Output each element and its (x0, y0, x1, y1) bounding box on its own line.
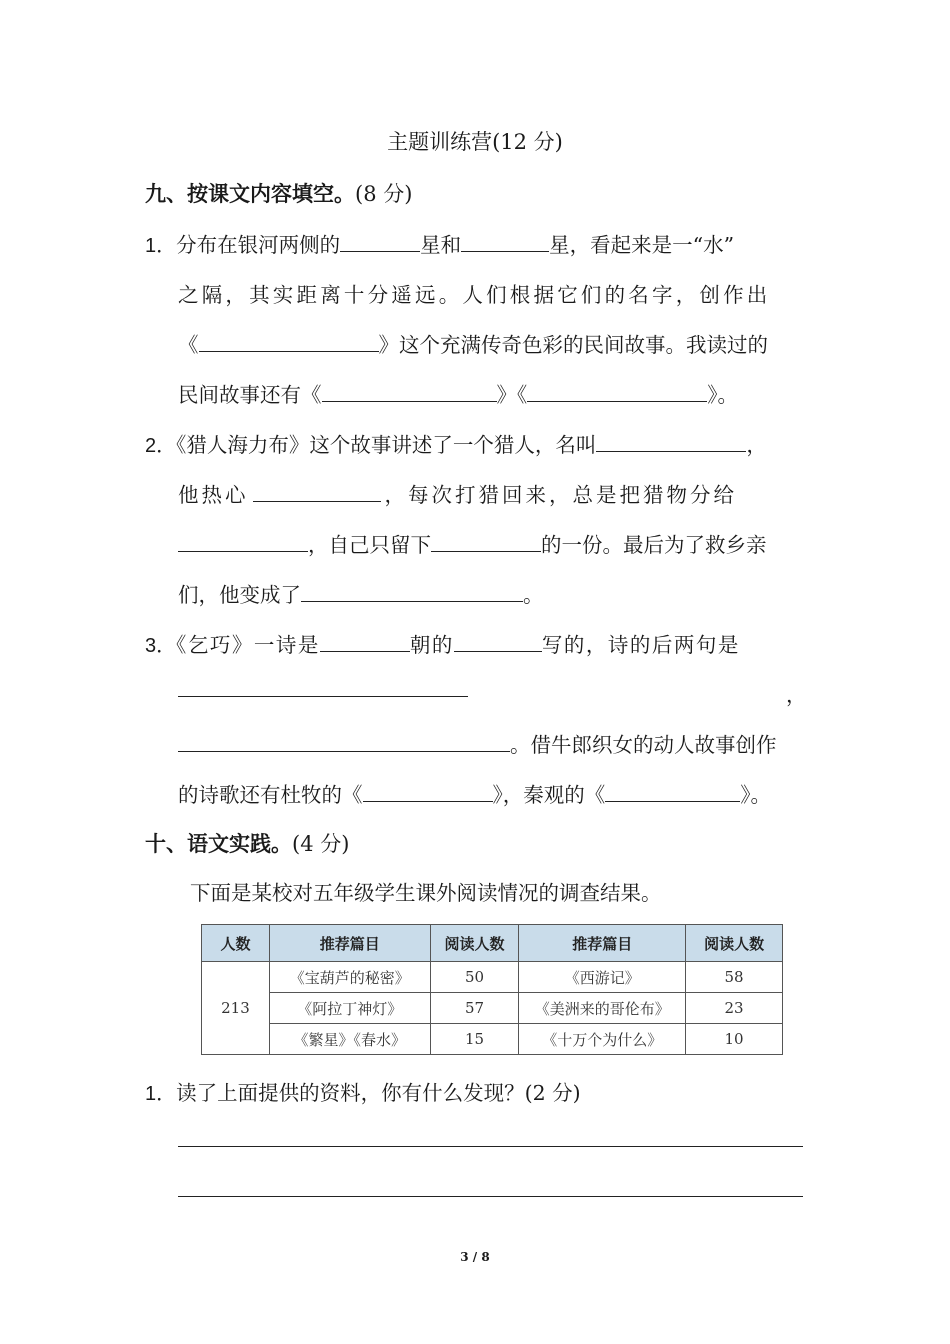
q10-1-points: (2 分) (524, 1081, 581, 1105)
q9-1-text: 星和 (420, 233, 462, 257)
q9-2-text: 的一份。最后为了救乡亲 (541, 533, 767, 557)
q9-2-text: ， (746, 433, 767, 457)
q9-2-text: ，每次打猎回来，总是把猎物分给 (384, 483, 737, 507)
blank-field[interactable] (605, 783, 740, 802)
blank-field[interactable] (322, 383, 497, 402)
q10-1-text: 读了上面提供的资料，你有什么发现？ (176, 1081, 525, 1105)
blank-field[interactable] (178, 533, 308, 552)
q9-3-text: 》，秦观的《 (492, 783, 606, 807)
q9-2-line-2 (178, 478, 737, 508)
q9-2-line-4 (178, 578, 544, 608)
blank-field[interactable] (199, 333, 379, 352)
table-cell: 《宝葫芦的秘密》 (269, 962, 430, 993)
q9-2-text: 《猎人海力布》这个故事讲述了一个猎人，名叫 (176, 433, 597, 457)
q9-2-text: ，自己只留下 (308, 533, 431, 557)
q10-1-line (145, 1076, 581, 1106)
q9-2-line-1 (145, 428, 767, 458)
q9-1-line-3 (178, 328, 768, 358)
table-row (202, 962, 783, 993)
column-header: 人数 (202, 925, 270, 962)
blank-field[interactable] (527, 383, 707, 402)
survey-intro: 下面是某校对五年级学生课外阅读情况的调查结果。 (190, 881, 662, 905)
q9-1-text: 《 (178, 333, 199, 357)
question-number: 1． (145, 235, 177, 257)
q9-1-text: 》这个充满传奇色彩的民间故事。我读过的 (378, 333, 768, 357)
q9-2-text: 。 (523, 583, 544, 607)
column-header: 阅读人数 (430, 925, 519, 962)
q9-2-text: 他热心 (178, 483, 249, 507)
q9-3-line-4 (178, 778, 771, 808)
q9-3-text: 》。 (740, 783, 771, 807)
q9-3-line-2-comma: ， (786, 683, 807, 707)
section-9-points: (8 分) (355, 182, 413, 206)
q9-1-text: 》《 (496, 383, 528, 407)
table-cell: 50 (430, 962, 519, 993)
page-title: 主题训练营(12 分) (387, 130, 563, 154)
blank-field[interactable] (596, 433, 746, 452)
section-10-heading (145, 828, 349, 858)
q9-3-line-1 (145, 628, 740, 658)
q9-3-text: 《乞巧》一诗是 (176, 633, 320, 657)
survey-table (201, 924, 783, 1055)
section-10-heading-text: 十、语文实践。 (145, 832, 292, 856)
table-row (202, 993, 783, 1024)
q9-3-text: 朝的 (409, 633, 454, 657)
table-cell: 《繁星》《春水》 (269, 1024, 430, 1055)
blank-field[interactable] (454, 633, 542, 652)
table-cell: 《西游记》 (519, 962, 686, 993)
table-header-row (202, 925, 783, 962)
question-number: 2． (145, 435, 177, 457)
column-header: 阅读人数 (686, 925, 783, 962)
section-9-heading-text: 九、按课文内容填空。 (145, 182, 355, 206)
column-header: 推荐篇目 (519, 925, 686, 962)
q9-3-text: 写的，诗的后两句是 (541, 633, 740, 657)
q9-1-text: 星，看起来是一“水” (549, 233, 735, 257)
answer-line[interactable] (178, 1178, 803, 1197)
q9-1-text: 分布在银河两侧的 (176, 233, 341, 257)
table-cell: 《美洲来的哥伦布》 (519, 993, 686, 1024)
question-number: 1． (145, 1083, 177, 1105)
blank-field[interactable] (340, 233, 420, 252)
table-cell: 15 (430, 1024, 519, 1055)
table-cell: 23 (686, 993, 783, 1024)
table-cell: 10 (686, 1024, 783, 1055)
q9-1-text: 》。 (707, 383, 738, 407)
blank-field[interactable] (253, 483, 381, 502)
blank-field[interactable] (301, 583, 523, 602)
table-cell: 《阿拉丁神灯》 (269, 993, 430, 1024)
page-number: 3 / 8 (460, 1250, 490, 1264)
q9-1-line-2: 之隔，其实距离十分遥远。人们根据它们的名字，创作出 (178, 283, 771, 307)
q9-1-line-4 (178, 378, 738, 408)
q9-3-line-3 (178, 728, 777, 758)
question-number: 3． (145, 635, 177, 657)
section-9-heading (145, 178, 412, 208)
blank-field[interactable] (178, 678, 468, 697)
q9-1-line-1 (145, 228, 734, 258)
table-row (202, 1024, 783, 1055)
blank-field[interactable] (431, 533, 541, 552)
blank-field[interactable] (461, 233, 549, 252)
total-count-cell: 213 (202, 962, 270, 1055)
q9-3-text: 。借牛郎织女的动人故事创作 (510, 733, 777, 757)
q9-3-text: 的诗歌还有杜牧的《 (178, 783, 363, 807)
answer-line[interactable] (178, 1128, 803, 1147)
table-cell: 《十万个为什么》 (519, 1024, 686, 1055)
table-cell: 58 (686, 962, 783, 993)
q9-2-line-3 (178, 528, 767, 558)
blank-field[interactable] (363, 783, 493, 802)
blank-field[interactable] (178, 733, 510, 752)
q9-2-text: 们，他变成了 (178, 583, 301, 607)
section-10-points: (4 分) (292, 832, 350, 856)
blank-field[interactable] (320, 633, 410, 652)
column-header: 推荐篇目 (269, 925, 430, 962)
table-cell: 57 (430, 993, 519, 1024)
q9-1-text: 民间故事还有《 (178, 383, 322, 407)
